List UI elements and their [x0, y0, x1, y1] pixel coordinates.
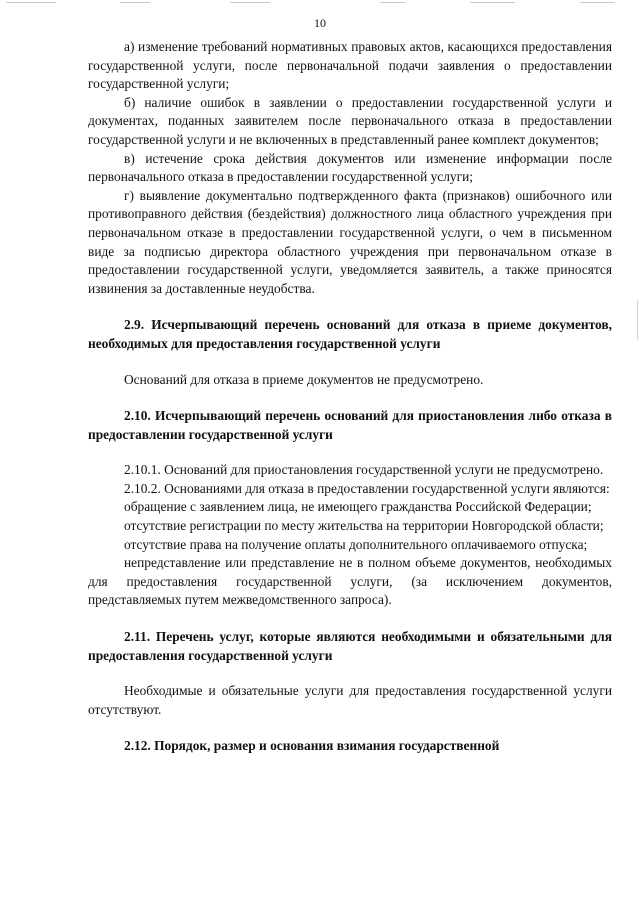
refusal-ground-4: непредставление или представление не в полном объеме документов, необходимых для предоставления государственной услуги, (за исключением документов, представляемых путем межведомственного запроса).: [88, 555, 612, 608]
section-heading-2-9: 2.9. Исчерпывающий перечень оснований для отказа в приеме документов, необходимых для предоставления государственной услуги: [88, 317, 612, 351]
section-heading-2-12: 2.12. Порядок, размер и основания взимания государственной: [124, 738, 500, 754]
refusal-ground-3: отсутствие права на получение оплаты дополнительного оплачиваемого отпуска;: [124, 536, 588, 552]
section-heading-2-10: 2.10. Исчерпывающий перечень оснований для приостановления либо отказа в предоставлении государственной услуги: [88, 408, 612, 442]
section-2-9-text: Оснований для отказа в приеме документов не предусмотрено.: [124, 371, 484, 387]
section-2-11-text: Необходимые и обязательные услуги для предоставления государственной услуги отсутствуют.: [88, 683, 612, 717]
section-2-10-2: 2.10.2. Основаниями для отказа в предоставлении государственной услуги являются:: [124, 480, 610, 496]
document-body: [88, 38, 612, 756]
list-item-b: б) наличие ошибок в заявлении о предоставлении государственной услуги и документах, поданных заявителем после первоначального отказа в предоставлении государственной услуги и не включенных в представленный ранее комплект документов;: [88, 94, 612, 147]
list-item-a: а) изменение требований нормативных правовых актов, касающихся предоставления государственной услуги, после первоначальной подачи заявления о предоставлении государственной услуги;: [88, 39, 612, 92]
list-item-d: г) выявление документально подтвержденного факта (признаков) ошибочного или противоправного действия (бездействия) должностного лица областного учреждения при первоначальном отказе в предоставлении государственной услуги, о чем в письменном виде за подписью директора областного учреждения при первоначальном отказе в предоставлении государственной услуги, уведомляется заявитель, а также приносятся извинения за доставленные неудобства.: [88, 187, 612, 296]
scan-artifacts: [0, 0, 640, 8]
scan-edge-mark: [637, 300, 638, 340]
refusal-ground-2: отсутствие регистрации по месту жительства на территории Новгородской области;: [124, 518, 604, 534]
page-number: 10: [314, 16, 326, 30]
refusal-ground-1: обращение с заявлением лица, не имеющего гражданства Российской Федерации;: [124, 499, 592, 515]
list-item-c: в) истечение срока действия документов или изменение информации после первоначального отказа в предоставлении государственной услуги;: [88, 150, 612, 185]
section-heading-2-11: 2.11. Перечень услуг, которые являются необходимыми и обязательными для предоставления государственной услуги: [88, 629, 612, 663]
section-2-10-1: 2.10.1. Оснований для приостановления государственной услуги не предусмотрено.: [124, 462, 604, 478]
